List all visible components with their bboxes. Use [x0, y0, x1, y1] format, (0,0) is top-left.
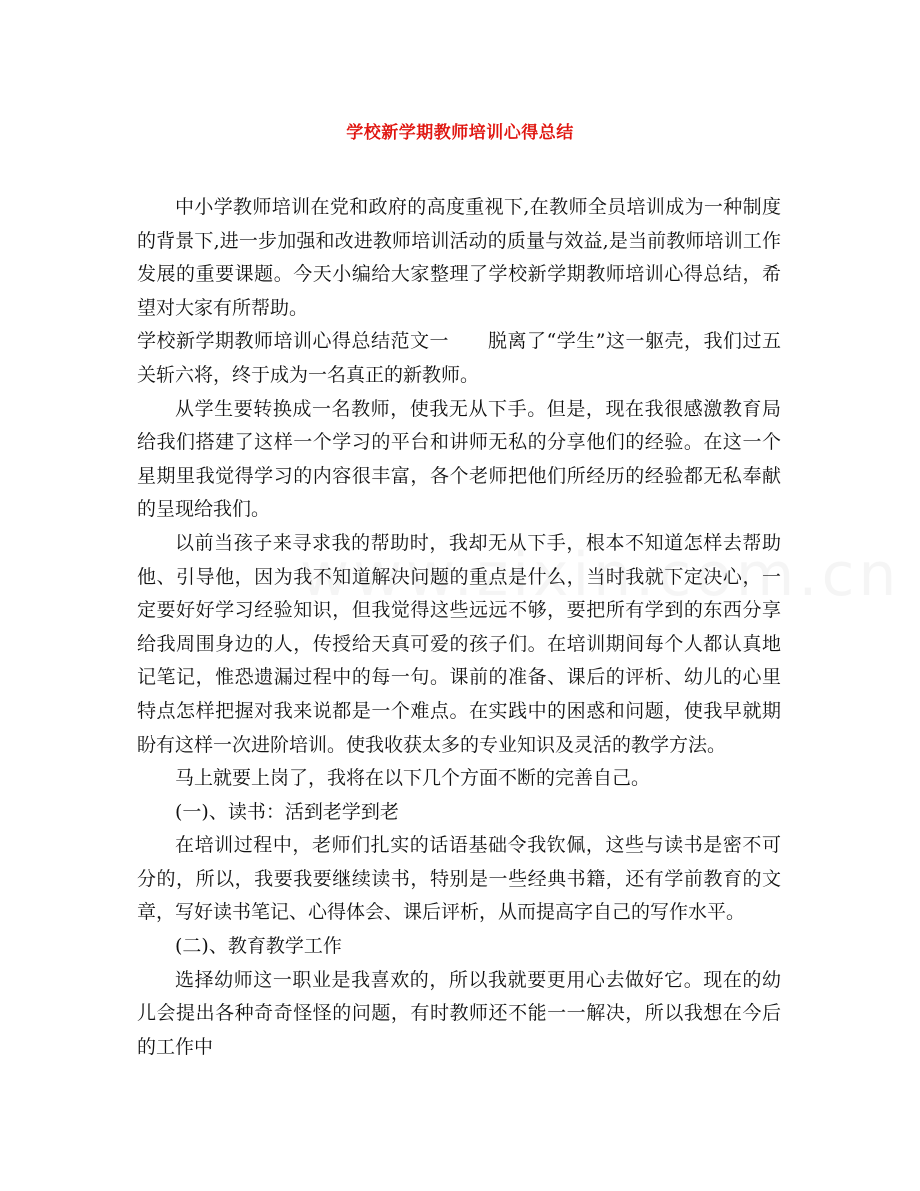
paragraph-subheading: (一)、读书：活到老学到老: [175, 800, 399, 823]
document-title: 学校新学期教师培训心得总结: [346, 123, 574, 143]
paragraph-body: 马上就要上岗了，我将在以下几个方面不断的完善自己。: [175, 767, 651, 790]
document-body: [137, 191, 781, 1064]
paragraph-subheading: (二)、教育教学工作: [175, 935, 342, 958]
paragraph-intro: 中小学教师培训在党和政府的高度重视下,在教师全员培训成为一种制度的背景下,进一步加强和改进教师培训活动的质量与效益,是当前教师培训工作发展的重要课题。今天小编给大家整理了学校新学期教师培训心得总结，希望对大家有所帮助。: [137, 196, 781, 319]
paragraph-body: 选择幼师这一职业是我喜欢的，所以我就要更用心去做好它。现在的幼儿会提出各种奇奇怪怪的问题，有时教师还不能一一解决，所以我想在今后的工作中: [137, 968, 781, 1058]
paragraph-body: 以前当孩子来寻求我的帮助时，我却无从下手，根本不知道怎样去帮助他、引导他，因为我不知道解决问题的重点是什么，当时我就下定决心，一定要好好学习经验知识，但我觉得这些远远不够，要把所有学到的东西分享给我周围身边的人，传授给天真可爱的孩子们。在培训期间每个人都认真地记笔记，惟恐遗漏过程中的每一句。课前的准备、课后的评析、幼儿的心里特点怎样把握对我来说都是一个难点。在实践中的困惑和问题，使我早就期盼有这样一次进阶培训。使我收获太多的专业知识及灵活的教学方法。: [137, 531, 781, 756]
paragraph-section-heading: 学校新学期教师培训心得总结范文一 脱离了“学生”这一躯壳，我们过五关斩六将，终于成为一名真正的新教师。: [137, 330, 781, 386]
paragraph-body: 从学生要转换成一名教师，使我无从下手。但是，现在我很感激教育局给我们搭建了这样一个学习的平台和讲师无私的分享他们的经验。在这一个星期里我觉得学习的内容很丰富，各个老师把他们所经历的经验都无私奉献的呈现给我们。: [137, 397, 781, 521]
paragraph-body: 在培训过程中，老师们扎实的话语基础令我钦佩，这些与读书是密不可分的，所以，我要我要继续读书，特别是一些经典书籍，还有学前教育的文章，写好读书笔记、心得体会、课后评析，从而提高字自己的写作水平。: [137, 834, 781, 924]
